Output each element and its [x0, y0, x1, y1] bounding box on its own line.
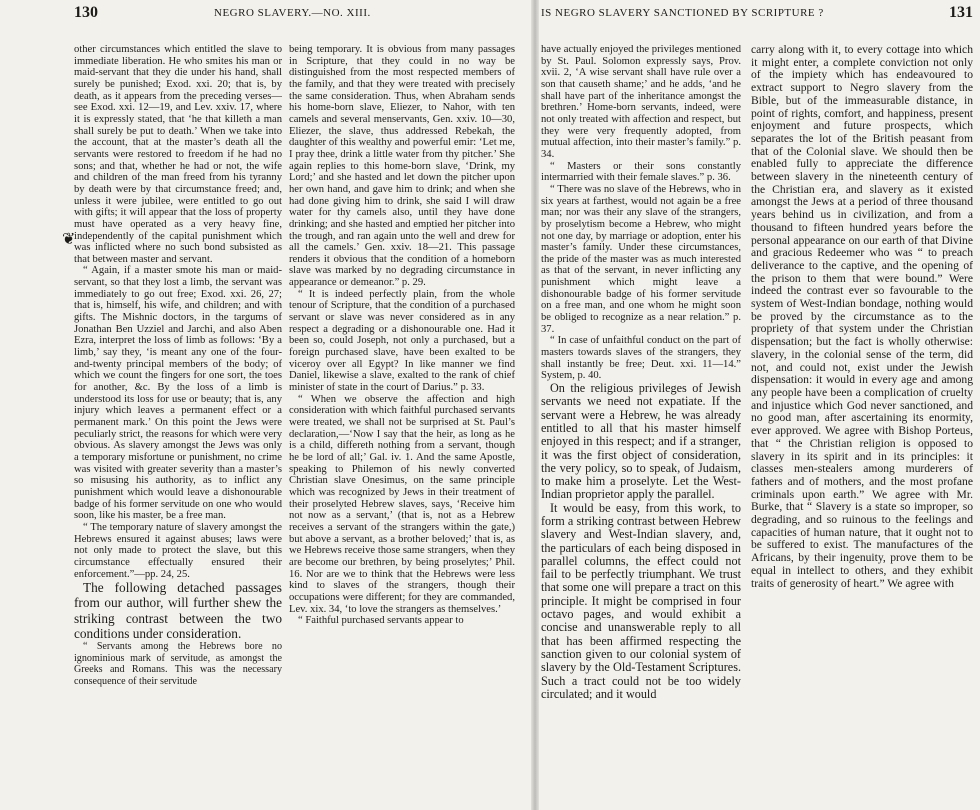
paragraph: being temporary. It is obvious from many passages in Scripture, that they could in no way be distinguished from the most respected members of the family, and that they were treated with precisely the same consideration. Thus, when Abraham sends his home-born slave, Eliezer, to Nahor, with ten camels and several menservants, Gen. xxiv. 10—30, Eliezer, the slave, thus addressed Rebekah, the daughter of this wealthy and powerful emir: ‘Let me, I pray thee, drink a little water from thy pitcher.’ She again replies to this home-born slave, ‘Drink, my Lord;’ and she hasted and let down the pitcher upon her own hand, and gave him to drink; and when she had done giving him to drink, she said I will draw water for thy camels also, until they have done drinking; and she hasted and emptied her pitcher into the trough, and ran again unto the well and drew for all the camels.’ Gen. xxiv. 18—21. This passage renders it obvious that the condition of a homeborn slave was marked by no degrading circumstance in appearance or demeanor.” p. 29.	[289, 44, 515, 289]
paragraph: “ The temporary nature of slavery amongst the Hebrews ensured it against abuses; laws were not only made to protect the slave, but this circumstance effectually ensured their enforcement.”—pp. 24, 25.	[74, 521, 282, 580]
paragraph: “ Masters or their sons constantly intermarried with their female slaves.” p. 36.	[541, 160, 741, 184]
paragraph: “ Faithful purchased servants appear to	[298, 615, 464, 627]
left-running-head	[74, 6, 514, 24]
right-page-number: 131	[949, 4, 973, 21]
right-page	[535, 0, 980, 810]
right-column-1	[541, 44, 741, 806]
right-running-title: IS NEGRO SLAVERY SANCTIONED BY SCRIPTURE ?	[541, 7, 824, 19]
paragraph: “ Servants among the Hebrews bore no ignominious mark of servitude, as amongst the Greeks and Romans. This was the necessary consequence of their servitude	[74, 641, 282, 687]
margin-mark-icon: ❦	[62, 231, 76, 248]
paragraph: carry along with it, to every cottage into which it might enter, a complete conviction not only of the impiety which has endeavoured to extract support to Negro slavery from the Bible, but of the immeasurable distance, in point of rights, comfort, and happiness, present enjoyment and future prospects, which separates the lot of the British peasant from that of the Colonial slave. We should then be enabled fully to appreciate the difference between slavery in the nineteenth century of the Christian era, and slavery as it existed amongst the Jews at a period of three thousand years behind us in civilization, and from a thousand to fifteen hundred years before the personal appearance on our earth of that Divine and gracious Redeemer who was “ to preach deliverance to the captive, and the opening of the prison to them that were bound.” Were indeed the contrast ever so favourable to the system of West-Indian bondage, nothing would be proved by the circumstance as to the propriety of that system under the Christian dispensation; but the fact is wholly otherwise: slavery, in the colonial sense of the term, did not, and could not, exist under the Jewish dispensation: it would in every age and among any people have been a complication of cruelty and injustice which God never sanctioned, and no good man, after ascertaining its enormity, ever approved. We agree with Bishop Porteus, that “ the Christian religion is opposed to slavery in its spirit and in its principles: it classes men-stealers among murderers of fathers and of mothers, and the most profane criminals upon earth.” We agree with Mr. Burke, that “ Slavery is a state so improper, so degrading, and so ruinous to the feelings and capacities of human nature, that it ought not to be suffered to exist. The manufactures of the Africans, by their ingenuity, prove them to be equal in intellect to others, and they exhibit traits of generosity of heart.” We agree with	[751, 44, 973, 590]
paragraph: “ There was no slave of the Hebrews, who in six years at farthest, would not again be a free man; nor was their any slave of the strangers, by proselytism become a Hebrew, who might not one day, by marriage or adoption, enter his master’s family. Under these circumstances, the pride of the master was as much interested as that of the servant, in never inflicting any punishment which might leave a dishonourable badge of his former servitude on a free man, and one whom he might soon be obliged to recognize as a near relation.” p. 37.	[541, 183, 741, 335]
paragraph: “ Again, if a master smote his man or maid-servant, so that they lost a limb, the servant was immediately to go out free; Exod. xxi. 26, 27; that is, himself, his wife, and children; and with gifts. The Mishnic doctors, in the targums of Jonathan Ben Uzziel and Jarchi, and also Aben Ezra, interpret the loss of limb as follows: ‘By a limb,’ say they, ‘is meant any one of the four-and-twenty principal members of the body; of which we count the fingers for one sort, the toes for another, &c. By the loss of a limb is understood its loss for use or beauty; that is, any injury which leaves a permanent effect or a permanent mark.’ On this point the Jews were peculiarly strict, the reasons for which were very obvious. As slavery amongst the Jews was only a temporary misfortune or punishment, no crime was visited with greater severity than a master’s so misusing his authority, as to inflict any punishment which would leave a dishonourable badge of his former servitude on one who would soon, like his master, be a free man.	[74, 265, 282, 522]
paragraph-lead: The following detached passages from our author, will further shew the striking contrast between the two conditions under consideration.	[74, 580, 282, 642]
paragraph: “ In case of unfaithful conduct on the part of masters towards slaves of the strangers, they shall instantly be free; Deut. xxi. 11—14.” System, p. 40.	[541, 335, 741, 382]
right-running-head	[541, 6, 973, 24]
paragraph-lead: It would be easy, from this work, to form a striking contrast between Hebrew slavery and West-Indian slavery, and, the particulars of each being disposed in parallel columns, the effect could not fail to be perfectly triumphant. We trust that some one will prepare a tract on this principle. It might be comprised in four octavo pages, and would exhibit a concise and unanswerable reply to all that has been affirmed respecting the sanction given to our colonial system of slavery by the Old-Testament Scriptures. Such a tract could not be too widely circulated; and it would	[541, 500, 741, 701]
paragraph: other circumstances which entitled the slave to immediate liberation. He who smites his man or maid-servant that they die under his hand, shall surely be punished; Exod. xxi. 20; that is, by death, as it appears from the preceding verses—see Exod. xxi. 12—19, and Lev. xxiv. 17, where it is expressly stated, that ‘he that killeth a man shall surely be put to death.’ When we take into the account, that at the master’s death all the servants were restored to freedom if he had no sons; and that, whether he had or not, the wife and children of the man freed from his tyranny by death were by that circumstance freed; and, unless it were jubilee, were entitled to go out with gifts; it will appear that the loss of property must have operated as a very heavy fine, independently of the capital punishment which was inflicted where no such bond subsisted as that between master and servant.	[74, 44, 282, 265]
right-column-2	[751, 44, 973, 806]
paragraph: “ It is indeed perfectly plain, from the whole tenour of Scripture, that the condition of a purchased servant or slave was never considered as in any respect a degrading or a dishonourable one. Had it been so, could Joseph, not only a purchased, but a foreign purchased slave, have been exalted to be viceroy over all Egypt? In like manner we find Daniel, likewise a slave, exalted to the rank of chief minister of state in the court of Darius.” p. 33.	[289, 288, 515, 394]
paragraph: “ When we observe the affection and high consideration with which faithful purchased servants were treated, we shall not be surprised at St. Paul’s declaration,—‘Now I say that the heir, as long as he is a child, differeth nothing from a servant, though he be lord of all;’ Gal. iv. 1. And the same Apostle, speaking to Philemon of his newly converted Christian slave Onesimus, on the same principle which was recognized by Jews in their treatment of their proselyted Hebrew slaves, says, ‘Receive him not now as a servant,’ (that is, not as a Hebrew receives a servant of the strangers within the gate,) but above a servant, as a brother beloved;’ that is, as we Hebrews receive those same strangers, when they are become our brethren, by being proselytes;’ Phil. 16. Nor are we to think that the Hebrews were less kind to slaves of the strangers, though their occupations were different; for they are commanded, Lev. xix. 34, ‘to love the strangers as themselves.’	[289, 393, 515, 615]
left-column-1	[74, 44, 282, 806]
left-running-title: NEGRO SLAVERY.—NO. XIII.	[214, 7, 371, 19]
left-column-2	[289, 44, 515, 806]
paragraph: have actually enjoyed the privileges mentioned by St. Paul. Solomon expressly says, Prov. xvii. 2, ‘A wise servant shall have rule over a son that causeth shame;’ and he adds, ‘and he shall have part of the inheritance amongst the brethren.’ Home-born servants, indeed, were not only treated with affection and respect, but they were very frequently adopted, from mutual affection, into their master’s family.” p. 34.	[541, 44, 741, 160]
paragraph-lead: On the religious privileges of Jewish servants we need not expatiate. If the servant were a Hebrew, he was already entitled to all that his master himself enjoyed in this respect; and if a stranger, it was the first object of consideration, the very policy, so to speak, of Judaism, to make him a proselyte. Let the West-Indian proprietor apply the parallel.	[541, 381, 741, 502]
left-page-number: 130	[74, 4, 98, 21]
